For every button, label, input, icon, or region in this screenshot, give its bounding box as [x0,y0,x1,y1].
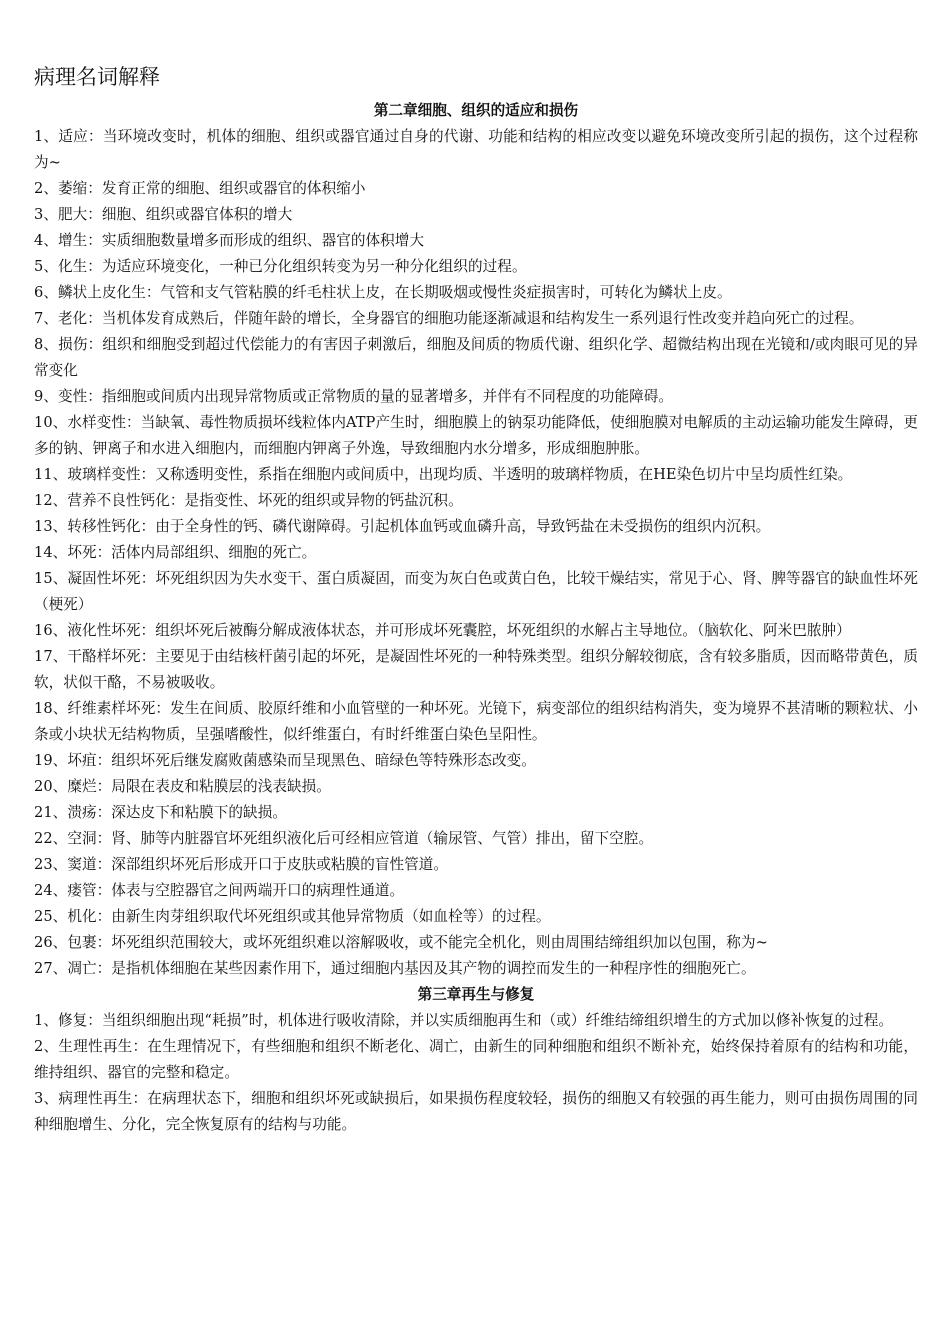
entry-definition: 活体内局部组织、细胞的死亡。 [111,544,317,561]
entry-number: 19、 [34,752,68,769]
definition-entry [34,826,918,852]
entry-number: 18、 [34,700,68,717]
entry-number: 2、 [34,180,58,197]
definition-entry [34,228,918,254]
entry-definition: 肾、肺等内脏器官坏死组织液化后可经相应管道（输尿管、气管）排出，留下空腔。 [111,830,654,847]
entry-number: 2、 [34,1038,59,1055]
definition-entry [34,774,918,800]
entry-term: 溃疡： [67,804,112,821]
definition-entry [34,696,918,748]
definition-entry [34,930,918,956]
entry-number: 14、 [34,544,68,561]
entry-number: 22、 [34,830,68,847]
definition-entry [34,956,918,982]
entry-definition: 指细胞或间质内出现异常物质或正常物质的量的显著增多，并伴有不同程度的功能障碍。 [101,388,674,405]
entry-definition: 气管和支气管粘膜的纤毛柱状上皮，在长期吸烟或慢性炎症损害时，可转化为鳞状上皮。 [160,284,732,301]
entry-term: 营养不良性钙化： [67,492,185,509]
chapter-2-entries [34,124,918,982]
definition-entry [34,176,918,202]
entry-term: 病理性再生： [58,1090,148,1107]
definition-entry [34,254,918,280]
entry-definition: 当环境改变时，机体的细胞、组织或器官通过自身的代谢、功能和结构的相应改变以避免环境改变所引起的损伤，这个过程称为~ [34,128,918,171]
definition-entry [34,748,918,774]
entry-term: 增生： [57,232,102,249]
definition-entry [34,280,918,306]
definition-entry [34,644,918,696]
entry-definition: 实质细胞数量增多而形成的组织、器官的体积增大 [101,232,425,249]
entry-number: 20、 [34,778,68,795]
definition-entry [34,514,918,540]
entry-term: 包裹： [67,934,112,951]
entry-definition: 在生理情况下，有些细胞和组织不断老化、凋亡，由新生的同种细胞和组织不断补充，始终保持着原有的结构和功能，维持组织、器官的完整和稳定。 [34,1038,918,1081]
entry-term: 糜烂： [67,778,112,795]
entry-term: 适应： [58,128,103,145]
entry-definition: 深部组织坏死后形成开口于皮肤或粘膜的盲性管道。 [111,856,449,873]
definition-entry [34,1086,918,1138]
entry-term: 损伤： [58,336,103,353]
entry-definition: 当缺氧、毒性物质损坏线粒体内ATP产生时，细胞膜上的钠泵功能降低，使细胞膜对电解质的主动运输功能发生障碍，更多的钠、钾离子和水进入细胞内，而细胞内钾离子外逸，导致细胞内水分增多，形成细胞肿胀。 [34,414,918,457]
definition-entry [34,332,918,384]
entry-term: 瘘管： [67,882,112,899]
entry-number: 15、 [34,570,68,587]
entry-term: 生理性再生： [58,1038,148,1055]
entry-term: 变性： [57,388,102,405]
entry-definition: 是指机体细胞在某些因素作用下，通过细胞内基因及其产物的调控而发生的一种程序性的细胞死亡。 [111,960,756,977]
definition-entry [34,904,918,930]
entry-definition: 坏死组织因为失水变干、蛋白质凝固，而变为灰白色或黄白色，比较干燥结实，常见于心、肾、脾等器官的缺血性坏死（梗死） [34,570,918,613]
entry-number: 11、 [34,466,68,483]
entry-number: 13、 [34,518,68,535]
chapter-heading: 第二章细胞、组织的适应和损伤 [373,102,579,119]
entry-number: 1、 [34,128,59,145]
document-page [34,62,918,1138]
entry-term: 凋亡： [67,960,112,977]
entry-definition: 当机体发育成熟后，伴随年龄的增长，全身器官的细胞功能逐渐减退和结构发生一系列退行性改变并趋向死亡的过程。 [101,310,864,327]
definition-entry [34,852,918,878]
definition-entry [34,202,918,228]
chapter-3-section [34,982,918,1138]
definition-entry [34,800,918,826]
entry-term: 水样变性： [67,414,141,431]
entry-number: 8、 [34,336,59,353]
chapter-heading: 第三章再生与修复 [417,986,535,1003]
entry-number: 1、 [34,1012,58,1029]
entry-term: 老化： [57,310,102,327]
definition-entry [34,488,918,514]
entry-number: 9、 [34,388,58,405]
entry-definition: 主要见于由结核杆菌引起的坏死，是凝固性坏死的一种特殊类型。组织分解较彻底，含有较多脂质，因而略带黄色，质软，状似干酪，不易被吸收。 [34,648,918,691]
entry-definition: 体表与空腔器官之间两端开口的病理性通道。 [111,882,405,899]
definition-entry [34,566,918,618]
entry-term: 鳞状上皮化生： [57,284,161,301]
entry-definition: 发生在间质、胶原纤维和小血管壁的一种坏死。光镜下，病变部位的组织结构消失，变为境界不甚清晰的颗粒状、小条或小块状无结构物质，呈强嗜酸性，似纤维蛋白，有时纤维蛋白染色呈阳性。 [34,700,918,743]
entry-term: 化生： [57,258,102,275]
entry-definition: 在病理状态下，细胞和组织坏死或缺损后，如果损伤程度较轻，损伤的细胞又有较强的再生能力，则可由损伤周围的同种细胞增生、分化，完全恢复原有的结构与功能。 [34,1090,918,1133]
definition-entry [34,1034,918,1086]
entry-number: 25、 [34,908,68,925]
entry-number: 3、 [34,206,58,223]
entry-number: 23、 [34,856,68,873]
entry-term: 肥大： [57,206,102,223]
chapter-3-entries [34,1008,918,1138]
entry-term: 机化： [67,908,112,925]
entry-term: 窦道： [67,856,112,873]
entry-definition: 组织坏死后继发腐败菌感染而呈现黑色、暗绿色等特殊形态改变。 [111,752,536,769]
entry-definition: 组织和细胞受到超过代偿能力的有害因子刺激后，细胞及间质的物质代谢、组织化学、超微结构出现在光镜和/或肉眼可见的异常变化 [34,336,918,379]
entry-term: 玻璃样变性： [67,466,156,483]
entry-number: 16、 [34,622,68,639]
entry-number: 3、 [34,1090,59,1107]
entry-definition: 坏死组织范围较大，或坏死组织难以溶解吸收，或不能完全机化，则由周围结缔组织加以包围，称为~ [111,934,768,951]
entry-definition: 深达皮下和粘膜下的缺损。 [111,804,287,821]
entry-number: 21、 [34,804,68,821]
entry-term: 修复： [57,1012,102,1029]
entry-number: 24、 [34,882,68,899]
entry-definition: 为适应环境变化，一种已分化组织转变为另一种分化组织的过程。 [101,258,527,275]
entry-term: 纤维素样坏死： [67,700,171,717]
definition-entry [34,462,918,488]
definition-entry [34,1008,918,1034]
entry-number: 10、 [34,414,68,431]
entry-term: 液化性坏死： [67,622,156,639]
definition-entry [34,124,918,176]
document-title: 病理名词解释 [34,65,160,89]
entry-number: 6、 [34,284,58,301]
entry-number: 26、 [34,934,68,951]
entry-definition: 由于全身性的钙、磷代谢障碍。引起机体血钙或血磷升高，导致钙盐在未受损伤的组织内沉积。 [155,518,771,535]
entry-definition: 由新生肉芽组织取代坏死组织或其他异常物质（如血栓等）的过程。 [111,908,551,925]
entry-term: 坏死： [67,544,112,561]
entry-number: 7、 [34,310,58,327]
entry-number: 12、 [34,492,68,509]
chapter-2-section [34,98,918,982]
entry-number: 5、 [34,258,58,275]
entry-term: 转移性钙化： [67,518,156,535]
definition-entry [34,540,918,566]
entry-term: 干酪样坏死： [67,648,156,665]
entry-definition: 局限在表皮和粘膜层的浅表缺损。 [111,778,331,795]
entry-definition: 当组织细胞出现“耗损”时，机体进行吸收清除，并以实质细胞再生和（或）纤维结缔组织增生的方式加以修补恢复的过程。 [101,1012,894,1029]
entry-number: 17、 [34,648,68,665]
entry-definition: 是指变性、坏死的组织或异物的钙盐沉积。 [184,492,463,509]
definition-entry [34,306,918,332]
definition-entry [34,384,918,410]
definition-entry [34,410,918,462]
entry-definition: 细胞、组织或器官体积的增大 [101,206,293,223]
entry-term: 萎缩： [57,180,102,197]
entry-number: 4、 [34,232,58,249]
entry-definition: 又称透明变性，系指在细胞内或间质中，出现均质、半透明的玻璃样物质，在HE染色切片中呈均质性红染。 [155,466,853,483]
definition-entry [34,618,918,644]
entry-term: 空洞： [67,830,112,847]
entry-term: 凝固性坏死： [67,570,156,587]
entry-definition: 组织坏死后被酶分解成液体状态，并可形成坏死囊腔，坏死组织的水解占主导地位。（脑软化、阿米巴脓肿） [155,622,851,639]
entry-definition: 发育正常的细胞、组织或器官的体积缩小 [101,180,366,197]
entry-term: 坏疽： [67,752,112,769]
definition-entry [34,878,918,904]
entry-number: 27、 [34,960,68,977]
